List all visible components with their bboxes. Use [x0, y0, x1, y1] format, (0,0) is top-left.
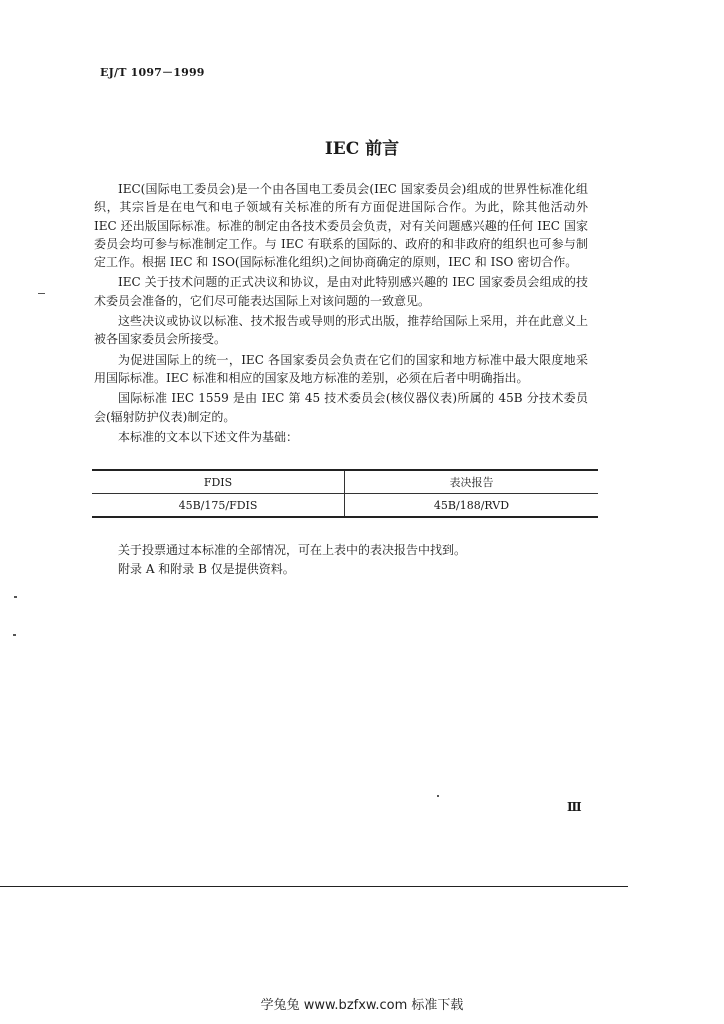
standard-code: EJ/T 1097－1999 [100, 66, 205, 79]
scan-speck [14, 596, 17, 598]
scan-speck [38, 293, 45, 294]
note-annexes: 附录 A 和附录 B 仅是提供资料。 [118, 561, 295, 576]
page-number: Ⅲ [567, 800, 582, 814]
scan-speck [13, 634, 16, 636]
page-title: IEC 前言 [324, 139, 400, 159]
table-header-vote-report: 表决报告 [345, 470, 599, 494]
footer-rule [0, 886, 628, 887]
scan-speck [437, 795, 439, 797]
watermark-text: 学兔兔 www.bzfxw.com 标准下载 [260, 998, 464, 1013]
table-cell-fdis: 45B/175/FDIS [92, 494, 345, 518]
table-header-row [92, 470, 598, 494]
basis-line: 本标准的文本以下述文件为基础： [118, 429, 299, 444]
paragraph-iec-intro: IEC(国际电工委员会)是一个由各国电工委员会(IEC 国家委员会)组成的世界性标准化组织，其宗旨是在电气和电子领域有关标准的所有方面促进国际合作。为此，除其他活动外 IEC 还出版国际标准。标准的制定由各技术委员会负责，对有关问题感兴趣的任何 IEC 国家委员会均可参与标准制定工作。与 IEC 有联系的国际的、政府的和非政府的组织也可参与制定工作。根据 IEC 和 ISO(国际标准化组织)之间协商确定的原则，IEC 和 ISO 密切合作。 [94, 182, 588, 270]
table-cell-rvd: 45B/188/RVD [345, 494, 599, 518]
paragraph-publication: 这些决议或协议以标准、技术报告或导则的形式出版，推荐给国际上采用，并在此意义上被各国家委员会所接受。 [94, 314, 588, 347]
table-row [92, 494, 598, 518]
table-header-fdis: FDIS [92, 470, 345, 494]
paragraph-iec1559: 国际标准 IEC 1559 是由 IEC 第 45 技术委员会(核仪器仪表)所属的 45B 分技术委员会(辐射防护仪表)制定的。 [94, 391, 588, 424]
foreword-body [94, 180, 588, 448]
after-table-notes [118, 541, 466, 578]
note-vote-report: 关于投票通过本标准的全部情况，可在上表中的表决报告中找到。 [118, 543, 467, 557]
paragraph-unification: 为促进国际上的统一，IEC 各国家委员会负责在它们的国家和地方标准中最大限度地采用国际标准。IEC 标准和相应的国家及地方标准的差别，必须在后者中明确指出。 [94, 352, 588, 385]
document-basis-table [92, 469, 598, 518]
paragraph-decisions: IEC 关于技术问题的正式决议和协议，是由对此特别感兴趣的 IEC 国家委员会组成的技术委员会准备的，它们尽可能表达国际上对该问题的一致意见。 [94, 275, 588, 308]
